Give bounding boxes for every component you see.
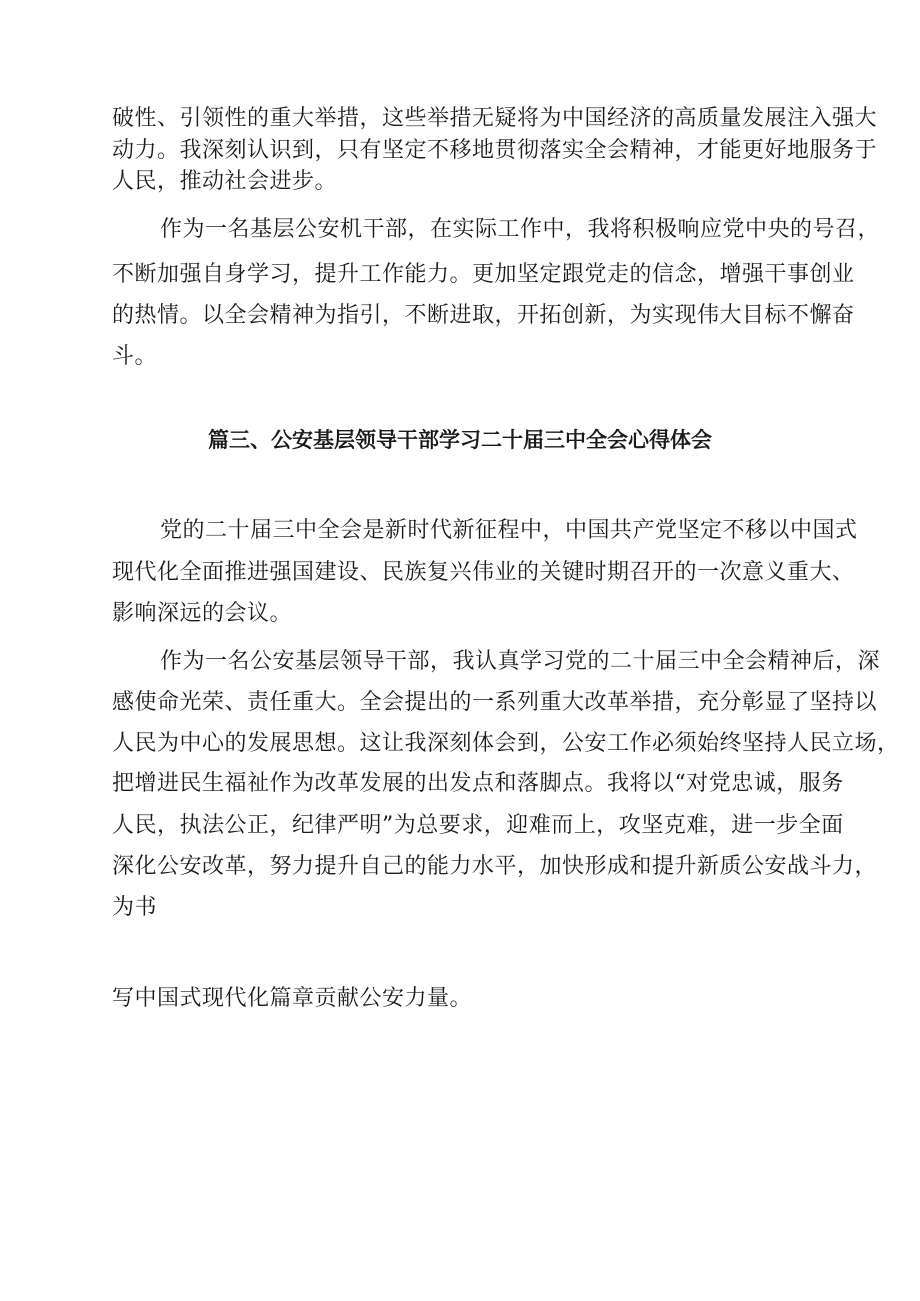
text-line: 为书 [112, 895, 158, 920]
text-line: 破性、引领性的重大举措，这些举措无疑将为中国经济的高质量发展注入强大 [112, 106, 878, 131]
text-line: 深化公安改革，努力提升自己的能力水平，加快形成和提升新质公安战斗力， [112, 854, 878, 879]
text-line: 作为一名公安基层领导干部，我认真学习党的二十届三中全会精神后，深 [160, 649, 881, 674]
section-heading: 篇三、公安基层领导干部学习二十届三中全会心得体会 [208, 428, 712, 452]
text-line: 作为一名基层公安机干部，在实际工作中，我将积极响应党中央的号召， [160, 217, 881, 242]
text-line: 斗。 [112, 344, 158, 369]
text-line: 感使命光荣、责任重大。全会提出的一系列重大改革举措，充分彰显了坚持以 [112, 690, 878, 715]
text-line: 人民为中心的发展思想。这让我深刻体会到，公安工作必须始终坚持人民立场， [112, 731, 900, 756]
text-line: 影响深远的会议。 [112, 601, 293, 626]
text-line: 的热情。以全会精神为指引，不断进取，开拓创新，为实现伟大目标不懈奋 [112, 303, 855, 328]
text-line: 把增进民生福祉作为改革发展的出发点和落脚点。我将以“对党忠诚，服务 [112, 771, 844, 796]
text-line: 现代化全面推进强国建设、民族复兴伟业的关键时期召开的一次意义重大、 [112, 560, 855, 585]
text-line: 人民，执法公正，纪律严明”为总要求，迎难而上，攻坚克难，进一步全面 [112, 813, 844, 838]
text-line: 动力。我深刻认识到，只有坚定不移地贯彻落实全会精神，才能更好地服务于 [112, 138, 878, 163]
closing-line: 写中国式现代化篇章贡献公安力量。 [112, 986, 473, 1011]
text-line: 党的二十届三中全会是新时代新征程中，中国共产党坚定不移以中国式 [160, 518, 858, 543]
text-line: 不断加强自身学习，提升工作能力。更加坚定跟党走的信念，增强干事创业 [112, 262, 855, 287]
text-line: 人民，推动社会进步。 [112, 169, 338, 194]
